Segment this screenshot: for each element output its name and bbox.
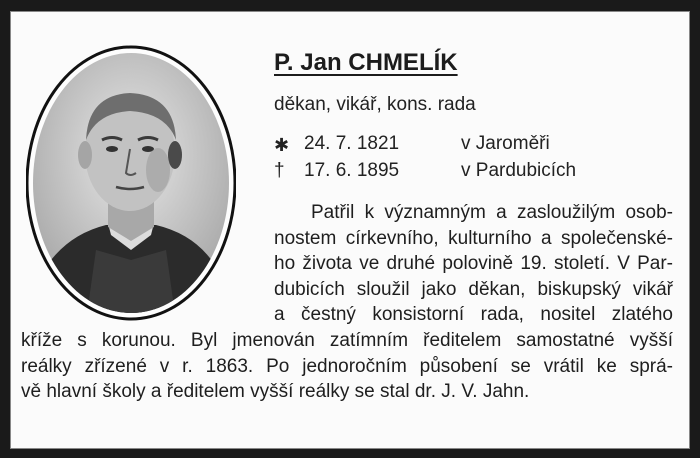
death-cross-icon: † xyxy=(274,160,285,181)
birth-date: 24. 7. 1821 xyxy=(304,133,400,154)
person-name: P. Jan CHMELÍK xyxy=(274,49,458,76)
biography-line: a čestný konsistorní rada, nositel zlatého xyxy=(274,304,673,326)
biography-text xyxy=(21,200,673,405)
biography-line: nostem církevního, kulturního a společenské- xyxy=(274,227,673,249)
death-place: v Pardubicích xyxy=(461,160,577,181)
person-titles: děkan, vikář, kons. rada xyxy=(274,94,476,115)
biography-line: kříže s korunou. Byl jmenován zatímním ředitelem samostatné vyšší xyxy=(21,329,673,351)
biography-line: ho života ve druhé polovině 19. století. V Par- xyxy=(274,253,673,275)
biography-line: dubicích sloužil jako děkan, biskupský vikář xyxy=(274,278,673,300)
biography-line: reálky zřízené v r. 1863. Po jednoročním působení se vrátil ke sprá- xyxy=(21,355,673,377)
death-date: 17. 6. 1895 xyxy=(304,160,400,181)
birth-place: v Jaroměři xyxy=(461,133,550,154)
biography-line: vě hlavní školy a ředitelem vyšší reálky se stal dr. J. V. Jahn. xyxy=(21,381,530,403)
biography-line: Patřil k významným a zasloužilým osob- xyxy=(311,202,673,223)
death-row xyxy=(274,160,654,186)
birth-star-icon: ✱ xyxy=(274,135,290,155)
birth-row xyxy=(274,133,654,159)
biography-card xyxy=(10,11,690,449)
